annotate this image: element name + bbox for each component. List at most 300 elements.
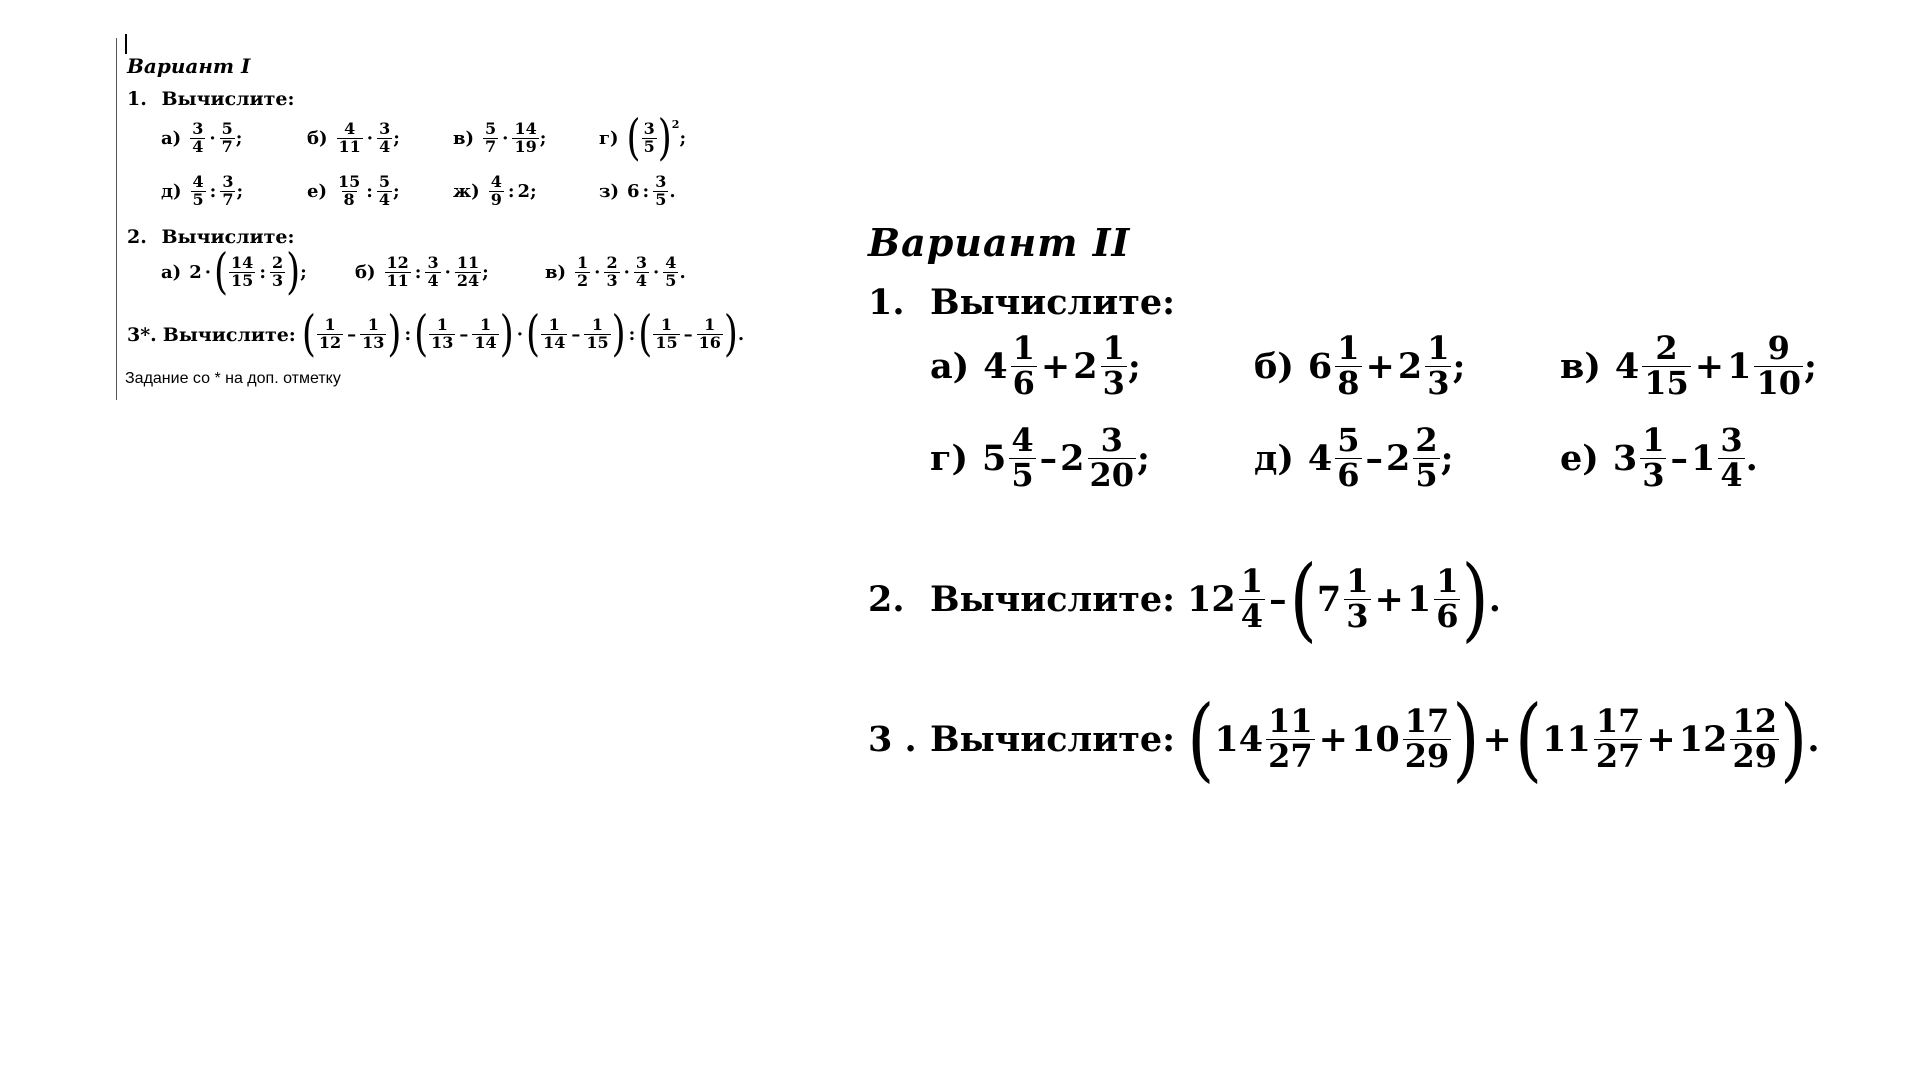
fraction	[512, 121, 538, 156]
item-label: в)	[1560, 345, 1601, 387]
item-label: в)	[453, 128, 475, 149]
operator: ·	[444, 262, 451, 283]
fraction	[1413, 421, 1439, 494]
left-paren: (	[626, 110, 641, 167]
variant-1-title: Вариант I	[127, 54, 251, 78]
denominator: 5	[655, 189, 667, 209]
v2-q1-item-g	[930, 421, 1254, 494]
denominator: 13	[431, 333, 454, 352]
numerator: 14	[231, 253, 254, 273]
fraction	[653, 174, 668, 209]
v2-q1-label: Вычислите:	[930, 282, 1176, 323]
denominator: 15	[655, 333, 678, 352]
fraction	[697, 317, 723, 352]
v1-q2-item-a	[161, 244, 355, 301]
mixed-number	[1386, 421, 1441, 494]
fraction	[220, 121, 235, 156]
terminator: ;	[393, 128, 400, 149]
denominator: 24	[456, 271, 480, 290]
numerator: 3	[655, 172, 667, 191]
operand: 2	[189, 262, 202, 283]
operator: –	[571, 324, 581, 345]
mixed-number	[1727, 329, 1804, 402]
fraction	[1403, 701, 1452, 775]
operand: 2	[517, 180, 531, 202]
v2-q1-item-e	[1560, 421, 1758, 494]
fraction	[604, 255, 619, 290]
numerator: 1	[1240, 561, 1264, 600]
fraction	[1088, 421, 1137, 494]
whole-part: 6	[1307, 345, 1333, 387]
fraction	[1335, 421, 1361, 494]
numerator: 5	[485, 119, 497, 139]
denominator: 20	[1089, 455, 1135, 494]
fraction	[663, 255, 678, 290]
denominator: 15	[231, 271, 254, 290]
numerator: 4	[490, 172, 502, 191]
denominator: 29	[1732, 736, 1777, 775]
numerator: 1	[1012, 329, 1035, 367]
denominator: 6	[1436, 596, 1459, 635]
item-label: г)	[599, 128, 619, 149]
operator: +	[1482, 718, 1512, 760]
left-paren: (	[1289, 545, 1317, 653]
right-paren: )	[1461, 545, 1489, 653]
denominator: 14	[543, 333, 566, 352]
fraction	[1344, 561, 1370, 635]
right-paren: )	[286, 244, 301, 301]
v2-q3-number: 3 .	[868, 718, 917, 760]
mixed-number	[983, 329, 1038, 402]
operator: ·	[204, 262, 211, 283]
terminator: .	[679, 262, 686, 283]
v1-q2-number: 2.	[127, 226, 147, 248]
extra-credit-note: Задание со * на доп. отметку	[125, 370, 341, 387]
operator: +	[1646, 718, 1676, 760]
v1-q1-item-d	[161, 174, 307, 209]
operator: ·	[623, 262, 630, 283]
v2-q1-heading	[868, 282, 1175, 323]
numerator: 4	[665, 253, 677, 273]
fraction	[191, 174, 206, 209]
left-paren: (	[301, 306, 316, 363]
item-label: е)	[307, 180, 327, 202]
text-cursor	[125, 34, 127, 54]
mixed-number	[1397, 329, 1453, 402]
numerator: 1	[1436, 561, 1459, 600]
denominator: 29	[1404, 736, 1450, 775]
numerator: 4	[344, 119, 356, 139]
denominator: 9	[490, 189, 502, 209]
item-label: г)	[930, 437, 969, 479]
right-paren: )	[611, 306, 626, 363]
numerator: 1	[660, 315, 673, 335]
mixed-number	[1060, 421, 1137, 494]
numerator: 1	[367, 315, 379, 335]
denominator: 2	[577, 271, 589, 290]
operator: –	[1365, 437, 1384, 479]
whole-part: 3	[1612, 437, 1638, 479]
left-paren: (	[1514, 685, 1543, 793]
item-label: е)	[1560, 437, 1599, 479]
v2-q3-label: Вычислите:	[930, 718, 1176, 760]
denominator: 3	[606, 271, 618, 290]
left-paren: (	[214, 244, 229, 301]
numerator: 1	[436, 315, 448, 335]
operator: :	[209, 180, 217, 202]
fraction	[1754, 329, 1803, 402]
v1-q1-item-b	[307, 121, 453, 156]
operator: :	[259, 262, 266, 283]
denominator: 13	[362, 333, 385, 352]
v1-q2-item-v	[545, 255, 686, 290]
whole-part: 1	[1406, 578, 1432, 620]
fraction	[584, 317, 610, 352]
denominator: 5	[665, 271, 677, 290]
v2-q2-label: Вычислите:	[930, 578, 1176, 620]
left-paren: (	[638, 306, 653, 363]
variant-2-title: Вариант II	[868, 220, 1131, 265]
fraction	[1101, 329, 1127, 402]
numerator: 2	[271, 253, 284, 273]
fraction	[634, 255, 649, 290]
exponent: 2	[671, 118, 680, 131]
numerator: 1	[704, 315, 716, 335]
denominator: 19	[514, 137, 537, 156]
fraction	[1239, 561, 1265, 635]
operator: +	[1318, 718, 1348, 760]
fraction	[1009, 421, 1035, 494]
fraction	[541, 317, 567, 352]
v1-q1-item-e	[307, 174, 453, 209]
denominator: 16	[698, 333, 721, 352]
denominator: 3	[1346, 596, 1369, 635]
denominator: 4	[1240, 596, 1264, 635]
operator: –	[1670, 437, 1688, 479]
whole-part: 2	[1386, 437, 1411, 479]
v2-q1-item-a	[930, 329, 1254, 402]
operator: :	[366, 180, 373, 202]
operator: ·	[653, 262, 660, 283]
mixed-number	[1316, 561, 1372, 635]
terminator: ;	[539, 128, 547, 149]
fraction	[1425, 329, 1451, 402]
v2-q3-line	[868, 685, 1820, 793]
whole-part: 4	[1307, 437, 1333, 479]
fraction	[472, 317, 498, 352]
fraction	[1594, 701, 1643, 775]
right-paren: )	[657, 110, 672, 167]
denominator: 6	[1012, 363, 1035, 402]
terminator: .	[1807, 718, 1820, 760]
numerator: 1	[548, 315, 560, 335]
terminator: ;	[1127, 345, 1141, 387]
numerator: 1	[479, 315, 492, 335]
v1-q3-number: 3*.	[127, 323, 157, 346]
v1-q3-row	[127, 306, 745, 363]
v1-q1-item-z	[599, 174, 676, 209]
v1-q1-number: 1.	[127, 88, 147, 110]
terminator: ;	[482, 262, 489, 283]
numerator: 17	[1595, 701, 1641, 740]
terminator: .	[1745, 437, 1758, 479]
numerator: 4	[1011, 421, 1034, 459]
numerator: 1	[324, 315, 336, 335]
numerator: 3	[427, 253, 439, 273]
denominator: 3	[1427, 363, 1450, 402]
fraction	[270, 255, 285, 290]
denominator: 4	[378, 189, 391, 209]
operator: ·	[502, 128, 509, 149]
terminator: ;	[530, 180, 537, 202]
fraction	[653, 317, 679, 352]
operator: ·	[366, 128, 374, 149]
fraction	[429, 317, 455, 352]
v1-q1-item-zh	[453, 174, 599, 209]
fraction	[220, 174, 235, 209]
denominator: 5	[1011, 455, 1034, 494]
fraction	[489, 174, 504, 209]
terminator: ;	[300, 262, 307, 283]
terminator: ;	[1137, 437, 1150, 479]
terminator: .	[737, 324, 745, 345]
operator: ·	[516, 324, 524, 345]
terminator: .	[1488, 578, 1501, 620]
terminator: ;	[235, 128, 243, 149]
whole-part: 2	[1073, 345, 1098, 387]
numerator: 12	[386, 253, 409, 273]
v2-q1-item-b	[1254, 329, 1560, 402]
numerator: 2	[606, 253, 618, 273]
denominator: 15	[1644, 363, 1689, 402]
denominator: 14	[474, 333, 497, 352]
item-label: з)	[599, 180, 620, 202]
item-label: д)	[161, 180, 182, 202]
numerator: 11	[1268, 701, 1313, 740]
fraction	[317, 317, 343, 352]
numerator: 9	[1767, 329, 1790, 367]
operator: +	[1694, 345, 1725, 387]
fraction	[1640, 421, 1666, 494]
numerator: 1	[577, 253, 589, 273]
whole-part: 4	[1614, 345, 1640, 387]
whole-part: 12	[1187, 578, 1236, 620]
whole-part: 4	[983, 345, 1008, 387]
v2-q1-row-2	[930, 421, 1758, 494]
fraction	[190, 121, 205, 156]
fraction	[1730, 701, 1779, 775]
fraction	[1266, 701, 1315, 775]
item-label: а)	[161, 262, 182, 283]
numerator: 5	[378, 172, 391, 191]
fraction	[483, 121, 498, 156]
right-paren: )	[1452, 685, 1480, 793]
numerator: 3	[222, 172, 234, 191]
left-paren: (	[414, 306, 429, 363]
operator: :	[414, 262, 422, 283]
right-paren: )	[499, 306, 514, 363]
fraction	[1642, 329, 1691, 402]
denominator: 5	[192, 189, 204, 209]
left-paren: (	[1187, 685, 1215, 793]
operator: :	[404, 324, 412, 345]
numerator: 1	[1346, 561, 1369, 600]
item-label: б)	[307, 128, 328, 149]
whole-part: 1	[1727, 345, 1752, 387]
v1-q1-row-1	[161, 110, 687, 167]
operator: –	[683, 324, 693, 345]
v1-q2-item-b	[355, 255, 545, 290]
denominator: 7	[485, 137, 497, 156]
whole-part: 11	[1542, 718, 1591, 760]
fraction	[1718, 421, 1744, 494]
denominator: 8	[343, 189, 355, 209]
denominator: 4	[635, 271, 648, 290]
operator: ·	[209, 128, 216, 149]
mixed-number	[1406, 561, 1462, 635]
denominator: 5	[1415, 455, 1438, 494]
numerator: 14	[514, 119, 537, 139]
numerator: 3	[635, 253, 648, 273]
whole-part: 5	[982, 437, 1007, 479]
mixed-number	[1307, 329, 1363, 402]
whole-part: 1	[1690, 437, 1716, 479]
fraction	[1335, 329, 1361, 402]
v2-q1-item-d	[1254, 421, 1560, 494]
fraction	[377, 174, 392, 209]
v1-q1-item-g	[599, 110, 687, 167]
fraction	[642, 121, 657, 156]
item-label: а)	[161, 128, 182, 149]
terminator: ;	[1804, 345, 1817, 387]
fraction	[1434, 561, 1460, 635]
denominator: 5	[643, 137, 655, 156]
v1-q1-label: Вычислите:	[161, 88, 295, 110]
v2-q1-number: 1.	[868, 282, 905, 323]
denominator: 4	[379, 137, 391, 156]
v2-q1-item-v	[1560, 329, 1817, 402]
numerator: 3	[192, 119, 204, 139]
operand: 6	[627, 180, 640, 202]
v2-q2-number: 2.	[868, 578, 905, 620]
operator: ·	[594, 262, 601, 283]
denominator: 3	[1642, 455, 1665, 494]
denominator: 27	[1595, 736, 1641, 775]
fraction	[229, 255, 255, 290]
v1-q1-heading	[127, 88, 295, 110]
numerator: 2	[1655, 329, 1678, 367]
mixed-number	[1307, 421, 1363, 494]
whole-part: 14	[1214, 718, 1264, 760]
fraction	[575, 255, 590, 290]
fraction	[337, 121, 363, 156]
v1-q1-item-a	[161, 121, 307, 156]
v1-q2-row	[161, 244, 686, 301]
denominator: 4	[427, 271, 439, 290]
numerator: 17	[1404, 701, 1450, 740]
whole-part: 12	[1678, 718, 1728, 760]
numerator: 1	[1337, 329, 1360, 367]
denominator: 4	[1720, 455, 1743, 494]
numerator: 3	[1100, 421, 1123, 459]
mixed-number	[1614, 329, 1692, 402]
operator: +	[1374, 578, 1404, 620]
denominator: 7	[221, 137, 233, 156]
item-label: в)	[545, 262, 567, 283]
mixed-number	[1350, 701, 1452, 775]
numerator: 1	[591, 315, 604, 335]
numerator: 1	[1102, 329, 1125, 367]
terminator: ;	[393, 180, 400, 202]
numerator: 15	[337, 172, 361, 191]
mixed-number	[1678, 701, 1780, 775]
mixed-number	[1542, 701, 1643, 775]
variant-1-panel	[116, 38, 757, 400]
fraction	[1011, 329, 1037, 402]
denominator: 27	[1268, 736, 1313, 775]
terminator: ;	[1440, 437, 1454, 479]
numerator: 2	[1415, 421, 1438, 459]
denominator: 10	[1756, 363, 1801, 402]
fraction	[336, 174, 362, 209]
terminator: .	[669, 180, 676, 202]
denominator: 6	[1337, 455, 1360, 494]
denominator: 4	[192, 137, 204, 156]
numerator: 3	[643, 119, 655, 139]
fraction	[377, 121, 392, 156]
denominator: 11	[386, 271, 409, 290]
denominator: 3	[1102, 363, 1125, 402]
operator: :	[628, 324, 636, 345]
denominator: 12	[318, 333, 342, 352]
numerator: 5	[1337, 421, 1360, 459]
v1-q2-heading	[127, 226, 295, 248]
operator: :	[642, 180, 650, 202]
variant-2-panel	[868, 220, 1908, 820]
item-label: б)	[1254, 345, 1294, 387]
numerator: 5	[221, 119, 233, 139]
terminator: ;	[1452, 345, 1466, 387]
operator: +	[1040, 345, 1071, 387]
whole-part: 2	[1397, 345, 1423, 387]
numerator: 4	[192, 172, 204, 191]
numerator: 3	[379, 119, 391, 139]
numerator: 1	[1427, 329, 1450, 367]
v1-q1-item-v	[453, 121, 599, 156]
right-paren: )	[1780, 685, 1808, 793]
whole-part: 7	[1316, 578, 1342, 620]
operator: :	[507, 180, 515, 202]
v1-q3-label: Вычислите:	[162, 323, 296, 346]
operator: –	[1269, 578, 1287, 620]
operator: –	[459, 324, 469, 345]
whole-part: 2	[1060, 437, 1085, 479]
numerator: 1	[1642, 421, 1665, 459]
mixed-number	[1214, 701, 1315, 775]
numerator: 11	[456, 253, 480, 273]
item-label: д)	[1254, 437, 1294, 479]
denominator: 15	[586, 333, 609, 352]
numerator: 12	[1732, 701, 1777, 740]
mixed-number	[1073, 329, 1128, 402]
mixed-number	[1690, 421, 1746, 494]
denominator: 11	[338, 137, 361, 156]
denominator: 8	[1337, 363, 1360, 402]
v2-q2-line	[868, 545, 1501, 653]
right-paren: )	[723, 306, 738, 363]
operator: +	[1365, 345, 1395, 387]
mixed-number	[982, 421, 1037, 494]
